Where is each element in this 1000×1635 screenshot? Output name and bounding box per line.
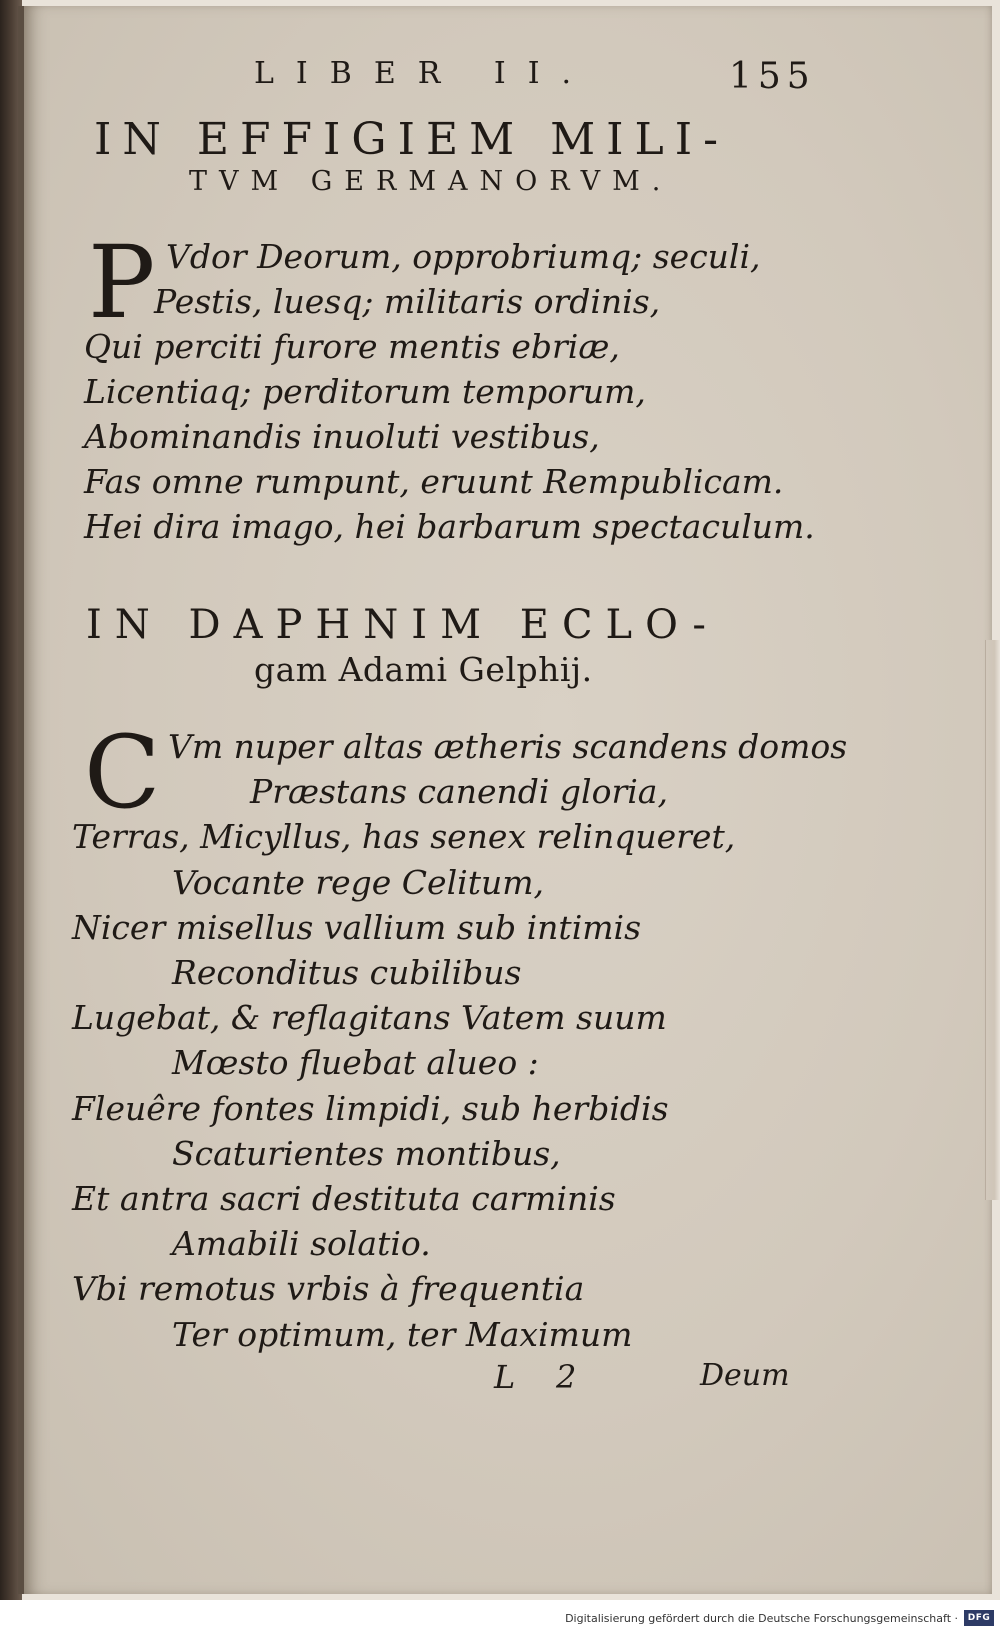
poem1-line: Qui perciti furore mentis ebriæ, [84,327,620,366]
poem1-dropcap: P [88,224,156,341]
poem2-title-line1: IN DAPHNIM ECLO- [86,602,719,648]
poem2-line: Præstans canendi gloria, [250,772,668,812]
poem2-line: Ter optimum, ter Maximum [172,1314,633,1354]
page-number: 155 [729,56,816,97]
poem2-body [72,714,848,1357]
poem1-title-line1: IN EFFIGIEM MILI- [94,114,730,165]
poem2-line: Vbi remotus vrbis à frequentia [72,1269,585,1309]
poem2-line: Vocante rege Celitum, [172,862,544,902]
poem2-line: Lugebat, & reflagitans Vatem suum [72,998,667,1038]
page-fore-edge [985,640,1000,1200]
poem2-line: Fleuêre fontes limpidi, sub herbidis [72,1088,669,1128]
digitization-footer [0,1600,1000,1635]
poem2-title-line2: gam Adami Gelphij. [254,650,593,689]
poem1-line: Hei dira imago, hei barbarum spectaculum. [84,507,815,546]
poem1-line: Licentiaq; perditorum temporum, [84,372,646,411]
digitization-notice: Digitalisierung gefördert durch die Deutsche Forschungsgemeinschaft · [565,1612,958,1625]
poem2-line: Reconditus cubilibus [172,953,522,993]
poem2-line: Et antra sacri destituta carminis [72,1179,616,1219]
poem2-line: Amabili solatio. [172,1224,431,1264]
signature-mark-letter: L [494,1358,516,1396]
poem1-body [84,224,815,549]
poem2-line: Scaturientes montibus, [172,1133,561,1173]
poem1-title-line2: TVM GERMANORVM. [189,166,673,197]
poem2-line: Vm nuper altas ætheris scandens domos [168,727,848,766]
catchword: Deum [700,1358,790,1393]
poem2-line: Terras, Micyllus, has senex relinqueret, [72,817,736,857]
book-page [18,6,992,1594]
poem1-line: Abominandis inuoluti vestibus, [84,417,600,456]
poem2-line: Nicer misellus vallium sub intimis [72,907,642,947]
poem1-line: Pestis, luesq; militaris ordinis, [154,282,661,321]
poem1-line: Vdor Deorum, opprobriumq; seculi, [166,237,761,276]
poem2-dropcap: C [84,714,161,831]
poem1-line: Fas omne rumpunt, eruunt Rempublicam. [84,462,784,501]
signature-mark-number: 2 [556,1358,577,1396]
page-header [24,56,992,100]
running-title: LIBER II. [254,56,594,91]
poem2-line: Mœsto fluebat alueo : [172,1043,539,1083]
dfg-logo-icon: DFG [964,1610,994,1626]
